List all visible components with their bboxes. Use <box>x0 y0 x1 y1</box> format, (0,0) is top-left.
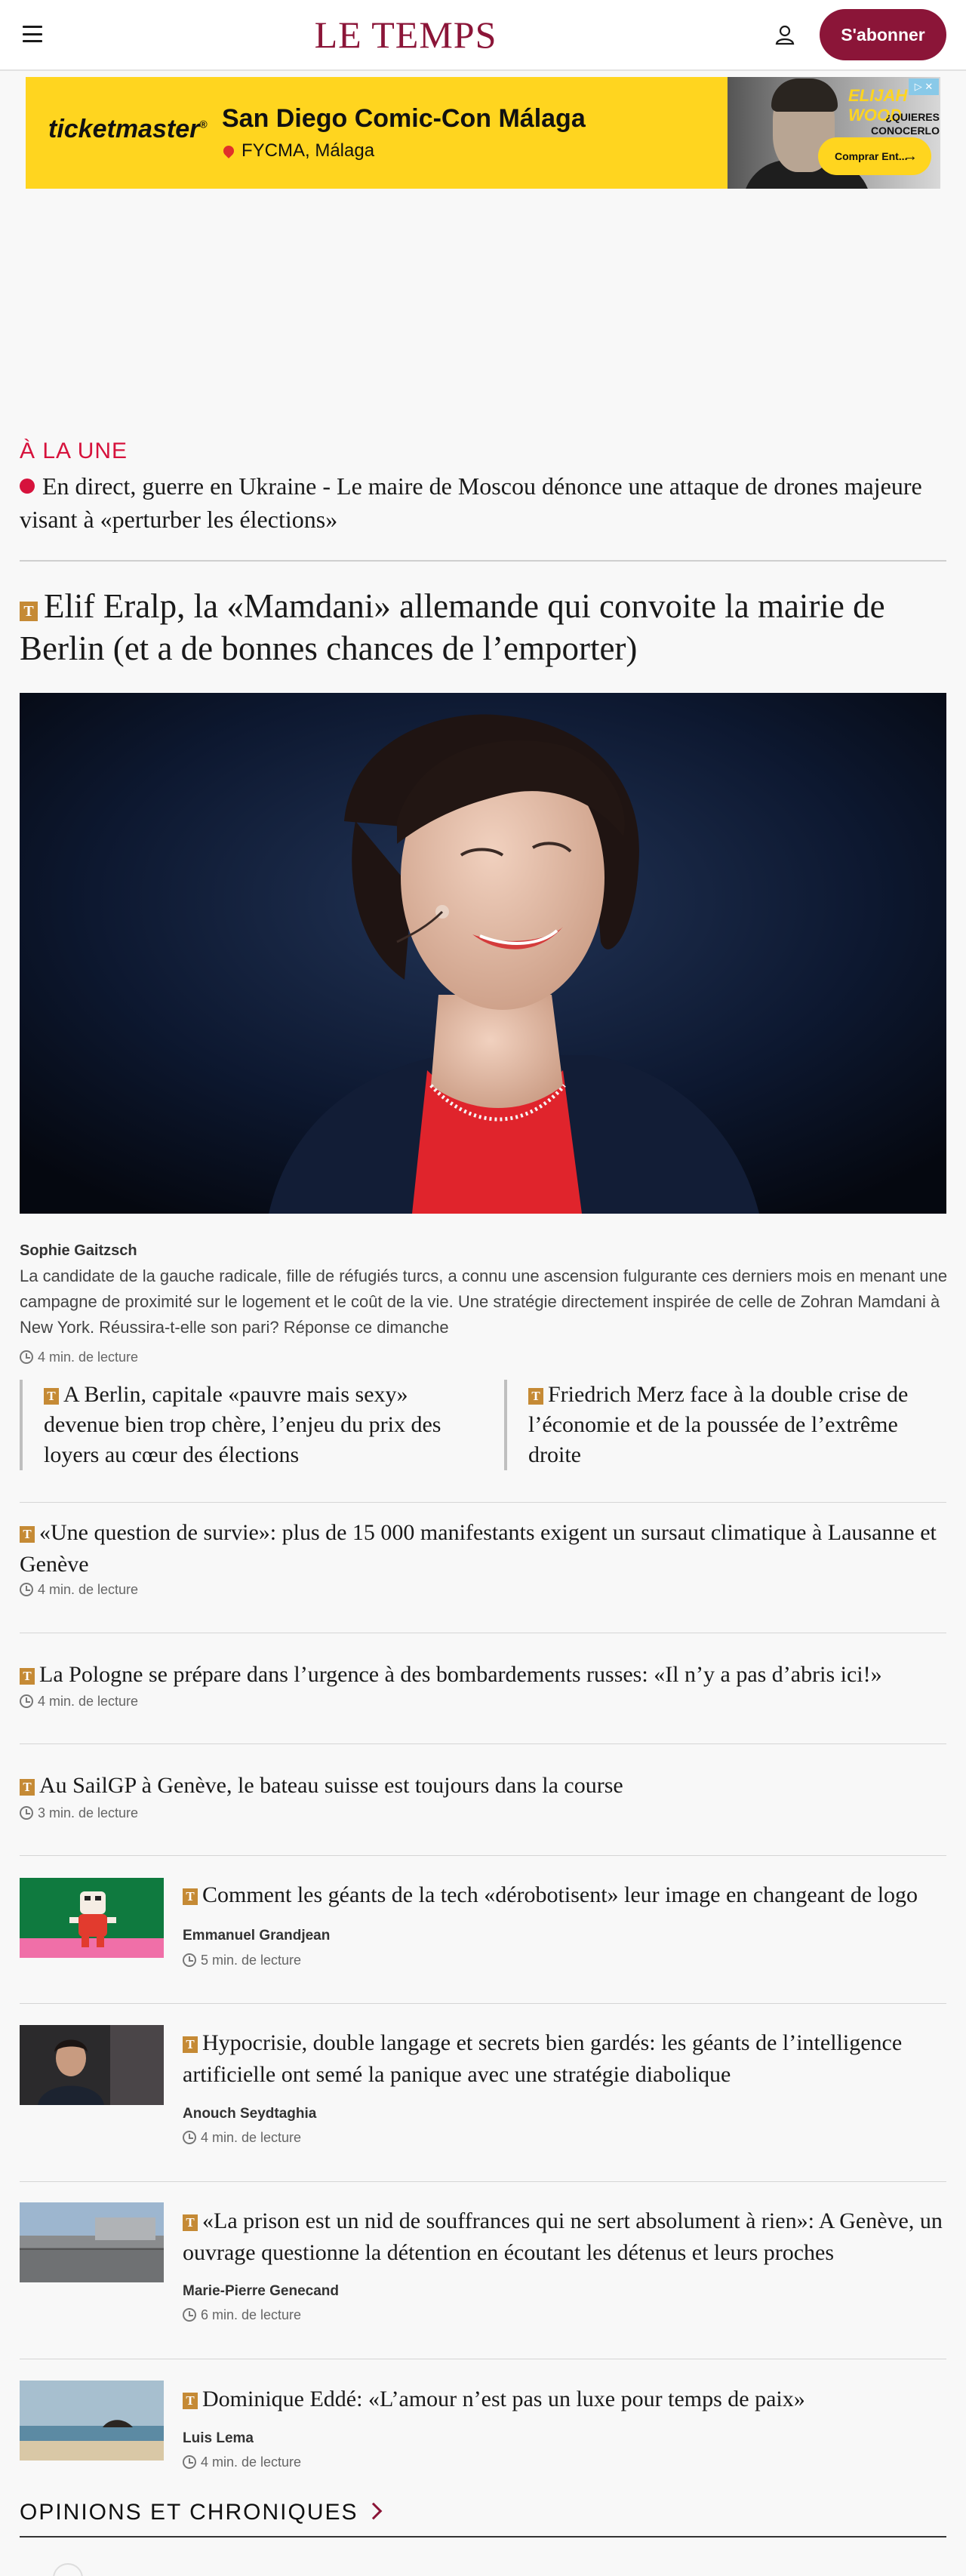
related-story[interactable]: T Friedrich Merz face à la double crise de l’économie et de la poussée de l’extrême droite <box>504 1380 927 1470</box>
section-header-opinions[interactable]: OPINIONS ET CHRONIQUES <box>20 2500 380 2525</box>
premium-icon: T <box>183 1888 198 1905</box>
reading-time: 6 min. de lecture <box>183 2307 301 2323</box>
author-name[interactable]: Luis Lema <box>183 2430 254 2446</box>
ad-question: ¿QUIERES CONOCERLO <box>871 111 940 137</box>
divider <box>20 1743 946 1744</box>
user-icon[interactable] <box>773 23 797 47</box>
section-label-a-la-une: À LA UNE <box>20 439 128 463</box>
premium-icon: T <box>20 1526 35 1543</box>
premium-icon: T <box>20 602 38 621</box>
premium-icon: T <box>183 2393 198 2409</box>
author-name[interactable]: Marie-Pierre Genecand <box>183 2283 339 2299</box>
ad-person-name: ELIJAH WOOD <box>848 86 908 125</box>
chevron-right-icon <box>365 2503 382 2520</box>
premium-icon: T <box>44 1388 59 1405</box>
story-title[interactable]: T «Une question de survie»: plus de 15 000 manifestants exigent un sursaut climatique à Lausanne et Genève <box>20 1520 937 1577</box>
reading-time: 4 min. de lecture <box>20 1350 138 1365</box>
story-title[interactable]: T Hypocrisie, double langage et secrets bien gardés: les géants de l’intelligence artificielle ont semé la panique avec une stratégie diabolique <box>183 2030 903 2087</box>
reading-time: 4 min. de lecture <box>183 2130 301 2146</box>
lead-photo-drawing <box>20 693 946 1214</box>
reading-time: 4 min. de lecture <box>20 1582 138 1598</box>
subscribe-button[interactable]: S'abonner <box>820 9 946 60</box>
story-thumbnail[interactable] <box>20 2202 164 2282</box>
divider <box>20 2181 946 2182</box>
reading-time: 3 min. de lecture <box>20 1805 138 1821</box>
ad-cta-button[interactable]: Comprar Ent... → <box>818 137 931 175</box>
clock-icon <box>183 2308 196 2322</box>
story-thumbnail[interactable] <box>20 2381 164 2461</box>
reading-time: 5 min. de lecture <box>183 1953 301 1968</box>
ad-title: San Diego Comic-Con Málaga <box>222 104 586 133</box>
story-title[interactable]: T Comment les géants de la tech «dérobotisent» leur image en changeant de logo <box>183 1879 948 1911</box>
story-thumbnail[interactable] <box>20 1878 164 1958</box>
lead-title[interactable]: T Elif Eralp, la «Mamdani» allemande qui convoite la mairie de Berlin (et a de bonnes chances de l’emporter) <box>20 587 885 667</box>
live-headline[interactable]: En direct, guerre en Ukraine - Le maire de Moscou dénonce une attaque de drones majeure visant à «perturber les élections» <box>20 472 922 533</box>
arrow-right-icon: → <box>903 148 918 165</box>
author-name[interactable]: Sophie Gaitzsch <box>20 1242 137 1259</box>
section-divider <box>20 2536 946 2538</box>
story-title[interactable]: T Au SailGP à Genève, le bateau suisse est toujours dans la course <box>20 1770 948 1802</box>
reading-time: 4 min. de lecture <box>183 2454 301 2470</box>
clock-icon <box>183 1953 196 1967</box>
ad-choices-icon[interactable]: ▷ ✕ <box>909 78 939 95</box>
divider <box>20 1855 946 1856</box>
divider <box>20 560 946 562</box>
premium-icon: T <box>528 1388 543 1405</box>
premium-icon: T <box>20 1668 35 1685</box>
author-name[interactable]: Anouch Seydtaghia <box>183 2106 317 2122</box>
avatar <box>53 2563 83 2576</box>
lead-image[interactable] <box>20 693 946 1214</box>
reading-time: 4 min. de lecture <box>20 1694 138 1710</box>
story-title[interactable]: T Dominique Eddé: «L’amour n’est pas un luxe pour temps de paix» <box>183 2384 948 2415</box>
clock-icon <box>183 2131 196 2144</box>
story-title[interactable]: T La Pologne se prépare dans l’urgence à des bombardements russes: «Il n’y a pas d’abris ici!» <box>20 1659 948 1691</box>
story-thumbnail[interactable] <box>20 2025 164 2105</box>
clock-icon <box>20 1350 33 1364</box>
premium-icon: T <box>20 1779 35 1796</box>
live-dot-icon <box>20 479 35 494</box>
pin-icon <box>221 143 236 158</box>
ad-banner[interactable] <box>26 77 940 189</box>
premium-icon: T <box>183 2036 198 2053</box>
clock-icon <box>20 1583 33 1596</box>
premium-icon: T <box>183 2214 198 2231</box>
clock-icon <box>20 1806 33 1820</box>
divider <box>20 2003 946 2004</box>
site-logo[interactable]: LE TEMPS <box>314 14 497 56</box>
related-story[interactable]: T A Berlin, capitale «pauvre mais sexy» devenue bien trop chère, l’enjeu du prix des loyers au cœur des élections <box>20 1380 442 1470</box>
author-name[interactable]: Emmanuel Grandjean <box>183 1928 331 1944</box>
site-header <box>0 0 966 71</box>
story-title[interactable]: T «La prison est un nid de souffrances qui ne sert absolument à rien»: A Genève, un ouvrage questionne la détention en écoutant les détenus et leurs proches <box>183 2208 943 2265</box>
divider <box>20 1502 946 1503</box>
ad-brand: ticketmaster® <box>48 115 208 143</box>
clock-icon <box>183 2455 196 2469</box>
lead-description: La candidate de la gauche radicale, fille de réfugiés turcs, a connu une ascension fulgurante ces derniers mois en menant une campagne de proximité sur le logement et le coût de la vie. Une stratégie directement inspirée de celle de Zohran Mamdani à New York. Réussira-t-elle son pari? Réponse ce dimanche <box>20 1266 948 1337</box>
ad-location: FYCMA, Málaga <box>223 140 374 162</box>
clock-icon <box>20 1694 33 1708</box>
